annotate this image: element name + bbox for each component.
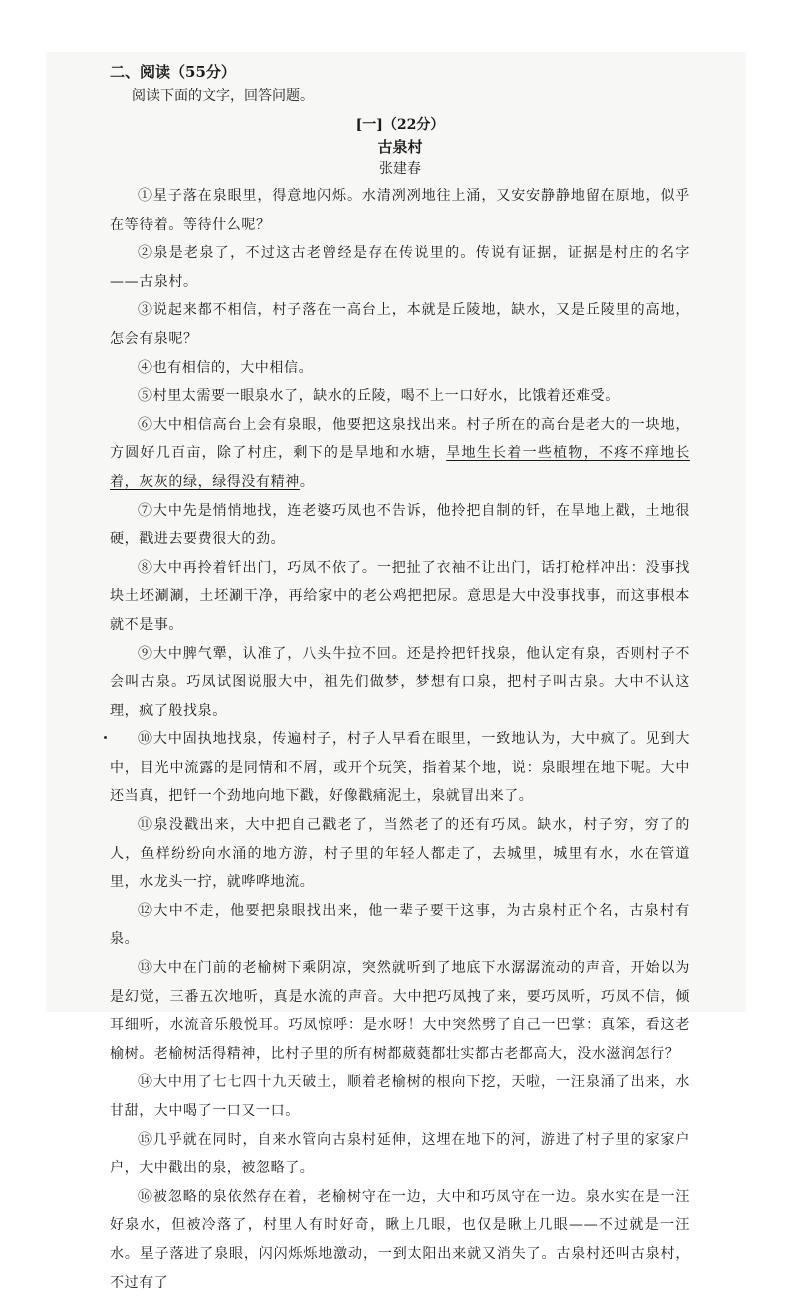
article-body (110, 182, 690, 1297)
section-title: 二、阅读（55分） (110, 63, 236, 81)
scan-speck (104, 736, 107, 739)
paragraph-14: ⑭大中用了七七四十九天破土，顺着老榆树的根向下挖，天啦，一汪泉涌了出来，水甘甜，大中喝了一口又一口。 (110, 1074, 690, 1119)
paragraph-11: ⑪泉没戳出来，大中把自己戳老了，当然老了的还有巧凤。缺水，村子穷，穷了的人，鱼样纷纷向水涌的地方游，村子里的年轻人都走了，去城里，城里有水，水在管道里，水龙头一拧，就哗哗地流。 (110, 817, 690, 891)
underlined-sentence: 旱地生长着一些植物，不疼不痒地长着，灰灰的绿，绿得没有精神 (110, 445, 690, 490)
reading-section (110, 60, 690, 1297)
paragraph-2: ②泉是老泉了，不过这古老曾经是存在传说里的。传说有证据，证据是村庄的名字——古泉村。 (110, 245, 690, 290)
paragraph-5: ⑤村里太需要一眼泉水了，缺水的丘陵，喝不上一口好水，比饿着还难受。 (138, 388, 620, 405)
paragraph-7: ⑦大中先是悄悄地找，连老婆巧凤也不告诉，他拎把自制的钎，在旱地上戳，土地很硬，戳进去要费很大的劲。 (110, 502, 690, 548)
paragraph-12: ⑫大中不走，他要把泉眼找出来，他一辈子要干这事，为古泉村正个名，古泉村有泉。 (110, 902, 690, 948)
paragraph-1: ①星子落在泉眼里，得意地闪烁。水清冽冽地往上涌，又安安静静地留在原地，似乎在等待着。等待什么呢？ (110, 188, 690, 233)
section-instruction: 阅读下面的文字，回答问题。 (132, 88, 314, 104)
article-title: 古泉村 (377, 138, 423, 156)
part-label: [一]（22分） (355, 117, 445, 133)
paragraph-9: ⑨大中脾气犟，认准了，八头牛拉不回。还是拎把钎找泉，他认定有泉，否则村子不会叫古泉。巧凤试图说服大中，祖先们做梦，梦想有口泉，把村子叫古泉。大中不认这理，疯了般找泉。 (110, 645, 690, 719)
paragraph-6-text: ⑥大中相信高台上会有泉眼，他要把这泉找出来。村子所在的高台是老大的一块地，方圆好几百亩，除了村庄，剩下的是旱地和水塘， (110, 416, 690, 462)
paragraph-13: ⑬大中在门前的老榆树下乘阴凉，突然就听到了地底下水潺潺流动的声音，开始以为是幻觉，三番五次地听，真是水流的声音。大中把巧凤拽了来，要巧凤听，巧凤不信，倾耳细听，水流音乐般悦耳。巧凤惊呼：是水呀！大中突然劈了自己一巴掌：真笨，看这老榆树。老榆树活得精神，比村子里的所有树都葳蕤都壮实都古老都高大，没水滋润怎行？ (110, 960, 690, 1062)
paragraph-6-end: 。 (299, 473, 315, 490)
paragraph-16: ⑯被忽略的泉依然存在着，老榆树守在一边，大中和巧凤守在一边。泉水实在是一汪好泉水，但被冷落了，村里人有时好奇，瞅上几眼，也仅是瞅上几眼——不过就是一汪水。星子落进了泉眼，闪闪烁烁地激动，一到太阳出来就又消失了。古泉村还叫古泉村，不过有了 (110, 1188, 690, 1291)
paragraph-6 (110, 411, 690, 497)
paragraph-4: ④也有相信的，大中相信。 (138, 359, 314, 376)
paragraph-10: ⑩大中固执地找泉，传遍村子，村子人早看在眼里，一致地认为，大中疯了。见到大中，目光中流露的是同情和不屑，或开个玩笑，指着某个地，说：泉眼埋在地下呢。大中还当真，把钎一个劲地向地下戳，好像戳痛泥土，泉就冒出来了。 (110, 731, 690, 805)
paragraph-8: ⑧大中再拎着钎出门，巧凤不依了。一把扯了衣袖不让出门，话打枪样冲出：没事找块土坯涮涮，土坯涮干净，再给家中的老公鸡把把尿。意思是大中没事找事，而这事根本就不是事。 (110, 559, 690, 633)
paragraph-3: ③说起来都不相信，村子落在一高台上，本就是丘陵地，缺水，又是丘陵里的高地，怎会有泉呢？ (110, 302, 690, 347)
article-author: 张建春 (379, 161, 421, 177)
paragraph-15: ⑮几乎就在同时，自来水管向古泉村延伸，这埋在地下的河，游进了村子里的家家户户，大中戳出的泉，被忽略了。 (110, 1131, 690, 1177)
